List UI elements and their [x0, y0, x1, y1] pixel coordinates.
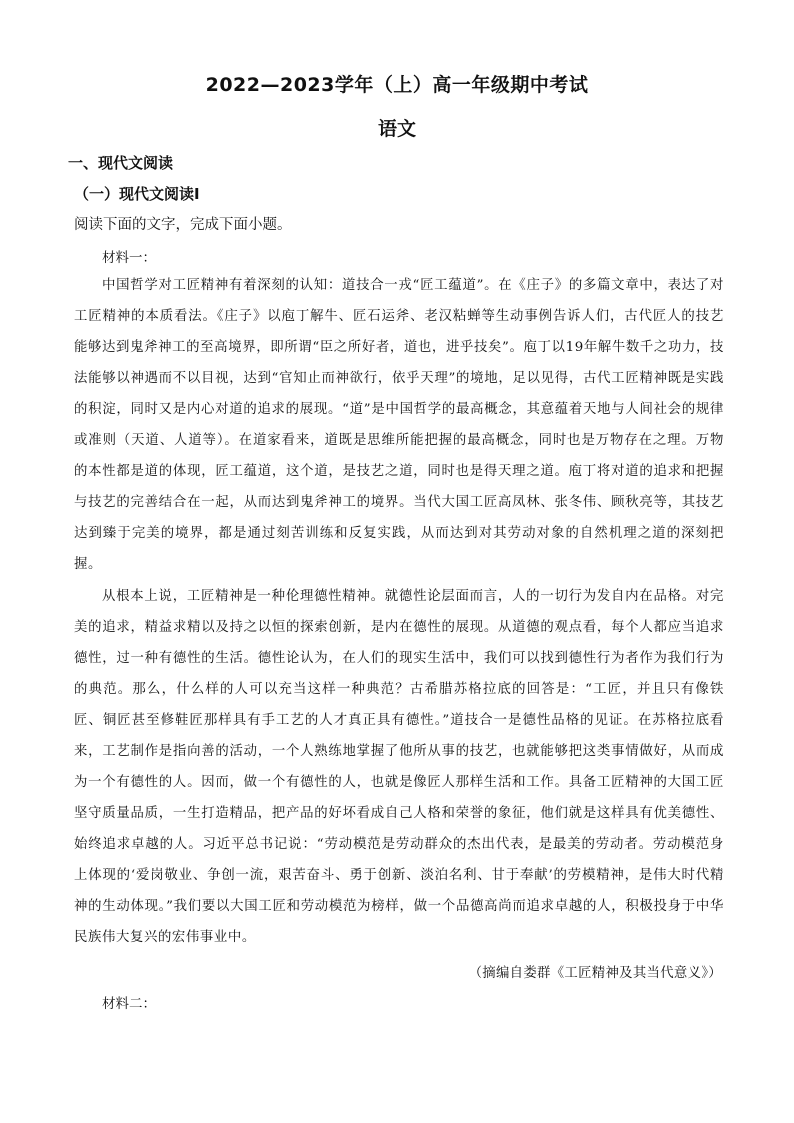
material-one-label: 材料一： — [102, 250, 156, 266]
section-heading: 一、现代文阅读 — [68, 154, 174, 172]
material-one-paragraph-2: 从根本上说，工匠精神是一种伦理德性精神。就德性论层面而言，人的一切行为发自内在品格。对完美的追求，精益求精以及持之以恒的探索创新，是内在德性的展现。从道德的观点看，每个人都应当追求德性，过一种有德性的生活。德性论认为，在人们的现实生活中，我们可以找到德性行为者作为我们行为的典范。那么，什么样的人可以充当这样一种典范？古希腊苏格拉底的回答是：“工匠，并且只有像铁匠、铜匠甚至修鞋匠那样具有手工艺的人才真正具有德性。”道技合一是德性品格的见证。在苏格拉底看来，工艺制作是指向善的活动，一个人熟练地掌握了他所从事的技艺，也就能够把这类事情做好，从而成为一个有德性的人。因而，做一个有德性的人，也就是像匠人那样生活和工作。具备工匠精神的大国工匠坚守质量品质，一生打造精品，把产品的好坏看成自己人格和荣誉的象征，他们就是这样具有优美德性、始终追求卓越的人。习近平总书记说：“劳动模范是劳动群众的杰出代表，是最美的劳动者。劳动模范身上体现的‘爱岗敬业、争创一流，艰苦奋斗、勇于创新、淡泊名利、甘于奉献’的劳模精神，是伟大时代精神的生动体现。”我们要以大国工匠和劳动模范为榜样，做一个品德高尚而追求卓越的人，积极投身于中华民族伟大复兴的宏伟事业中。 — [74, 589, 724, 945]
subsection-heading: （一）现代文阅读Ⅰ — [74, 185, 200, 203]
exam-subject: 语文 — [377, 118, 416, 140]
exam-title: 2022—2023学年（上）高一年级期中考试 — [205, 74, 589, 96]
material-one-paragraph-1: 中国哲学对工匠精神有着深刻的认知：道技合一戎“匠工蕴道”。在《庄子》的多篇文章中，表达了对工匠精神的本质看法。《庄子》以庖丁解牛、匠石运斧、老汉粘蝉等生动事例告诉人们，古代匠人的技艺能够达到鬼斧神工的至高境界，即所谓“臣之所好者，道也，进乎技矣”。庖丁以19年解牛数千之功力，技法能够以神遇而不以目视，达到“官知止而神欲行，依乎天理”的境地，足以见得，古代工匠精神既是实践的积淀，同时又是内心对道的追求的展现。“道”是中国哲学的最高概念，其意蕴着天地与人间社会的规律或准则（天道、人道等）。在道家看来，道既是思维所能把握的最高概念，同时也是万物存在之理。万物的本性都是道的体现，匠工蕴道，这个道，是技艺之道，同时也是得天理之道。庖丁将对道的追求和把握与技艺的完善结合在一起，从而达到鬼斧神工的境界。当代大国工匠高凤林、张冬伟、顾秋亮等，其技艺达到臻于完美的境界，都是通过刻苦训练和反复实践，从而达到对其劳动对象的自然机理之道的深刻把握。 — [74, 278, 724, 572]
material-two-label: 材料二： — [102, 996, 156, 1012]
reading-instruction: 阅读下面的文字，完成下面小题。 — [74, 217, 292, 233]
material-one-source: （摘编自娄群《工匠精神及其当代意义》） — [468, 966, 722, 981]
